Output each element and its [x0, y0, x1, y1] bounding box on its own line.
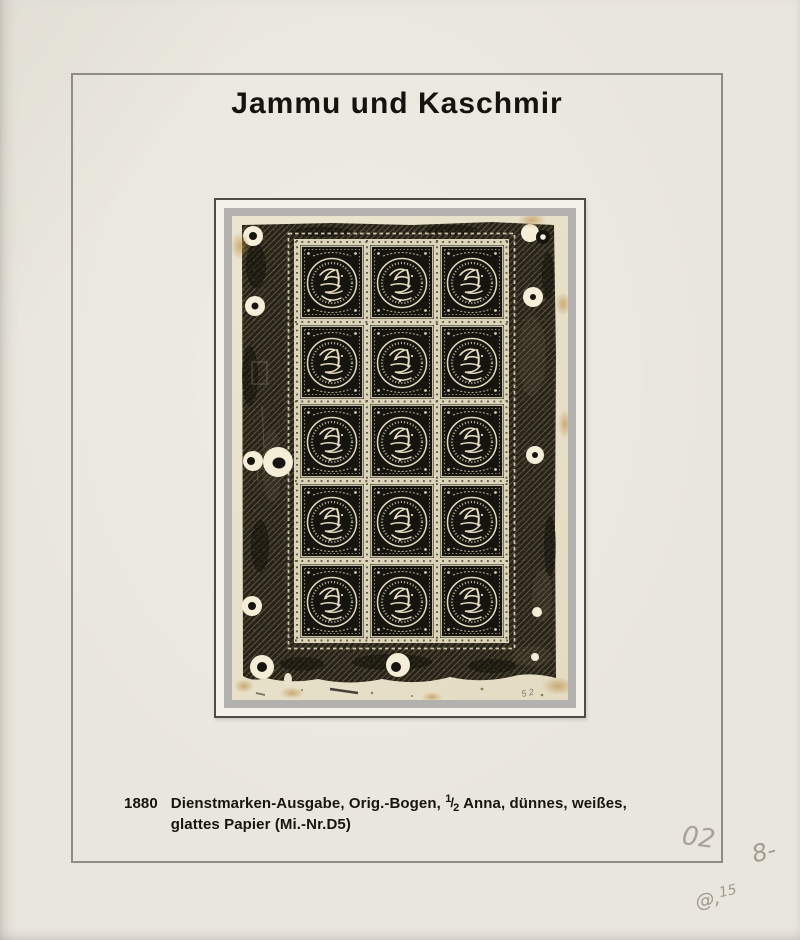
caption-year: 1880: [124, 795, 158, 812]
pencil-mark-corner: 02: [680, 821, 717, 855]
stamp-sheet-photo: [232, 216, 568, 700]
page-title: Jammu und Kaschmir: [231, 87, 563, 120]
stamp-sheet-scan: [232, 216, 568, 700]
pencil-mark-rate: @,$^{15}$: [693, 881, 739, 914]
pencil-mark-price: 8-: [748, 835, 779, 869]
caption-text: [171, 794, 627, 835]
caption-line1: Dienstmarken-Ausgabe, Orig.-Bogen, $^1/_2$ Anna, dünnes, weißes,: [170, 793, 627, 814]
sheet-pencil-mark: 5 2: [520, 686, 535, 699]
caption-line2: glattes Papier (Mi.-Nr.D5): [170, 816, 351, 833]
caption: [124, 794, 684, 835]
stamp-grid: [289, 234, 515, 649]
photo-mat: [224, 208, 576, 708]
photo-mount: [214, 198, 586, 718]
caption-fraction: $^1/_2$: [445, 793, 460, 814]
